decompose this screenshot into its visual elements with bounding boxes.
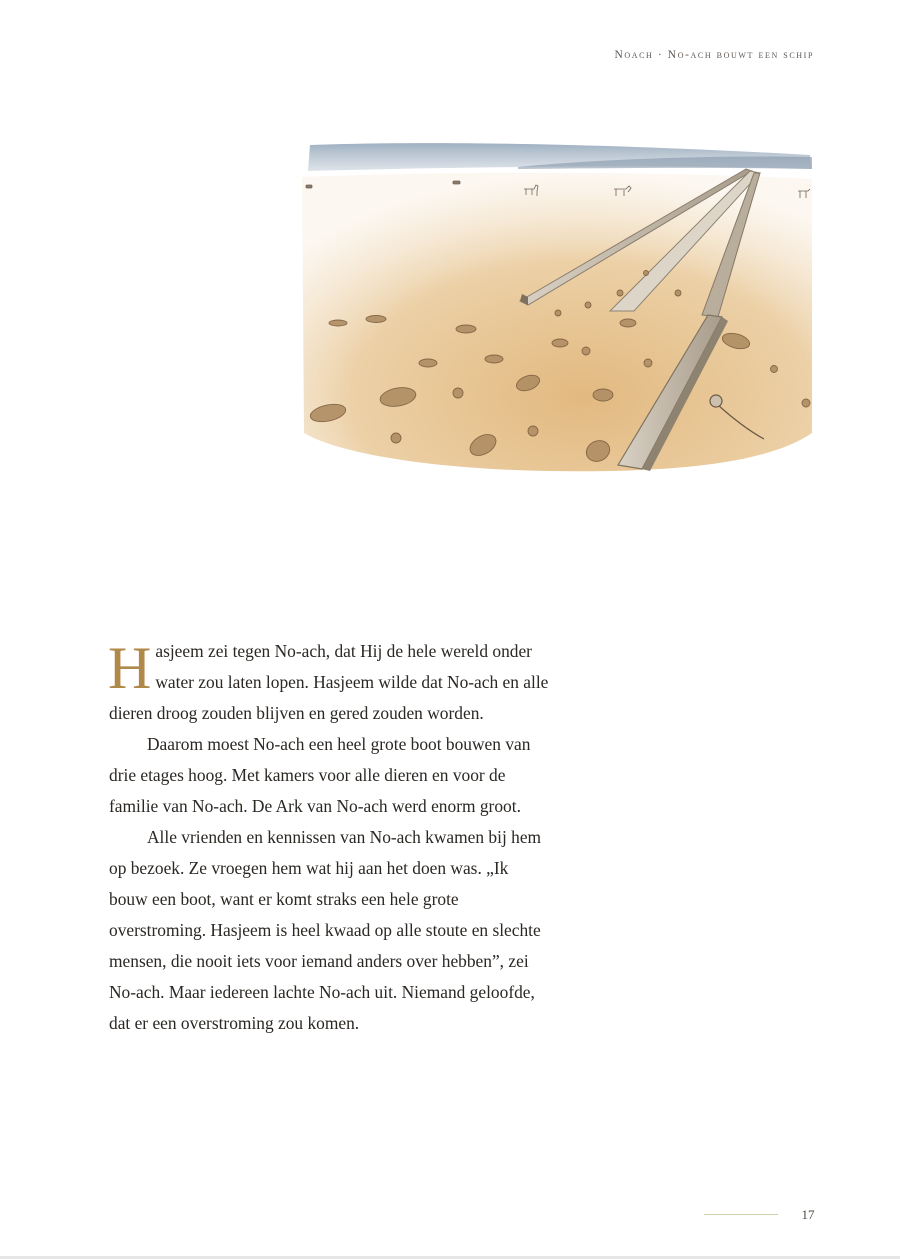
- running-head: Noach · No-ach bouwt een schip: [614, 49, 814, 61]
- paragraph-2: Daarom moest No-ach een heel grote boot bouwen van drie etages hoog. Met kamers voor alle dieren en voor de familie van No-ach. De Ark van No-ach werd enorm groot.: [109, 734, 531, 816]
- body-text: [109, 636, 549, 1039]
- paragraph-1: [109, 636, 549, 729]
- footer-rule: [704, 1214, 778, 1215]
- drop-cap: H: [108, 635, 152, 701]
- paragraph-1-text: asjeem zei tegen No-ach, dat Hij de hele wereld onder water zou laten lopen. Hasjeem wilde dat No-ach en alle dieren droog zouden blijven en gered zouden worden.: [109, 641, 549, 723]
- page-number: 17: [801, 1207, 815, 1222]
- paragraph-3: Alle vrienden en kennissen van No-ach kwamen bij hem op bezoek. Ze vroegen hem wat hij aan het doen was. „Ik bouw een boot, want er komt straks een hele grote overstroming. Hasjeem is heel kwaad op alle stoute en slechte mensen, die nooit iets voor iemand anders over hebben”, zei No-ach. Maar iedereen lachte No-ach uit. Niemand geloofde, dat er een overstroming zou komen.: [109, 827, 542, 1033]
- illustration: [298, 133, 814, 478]
